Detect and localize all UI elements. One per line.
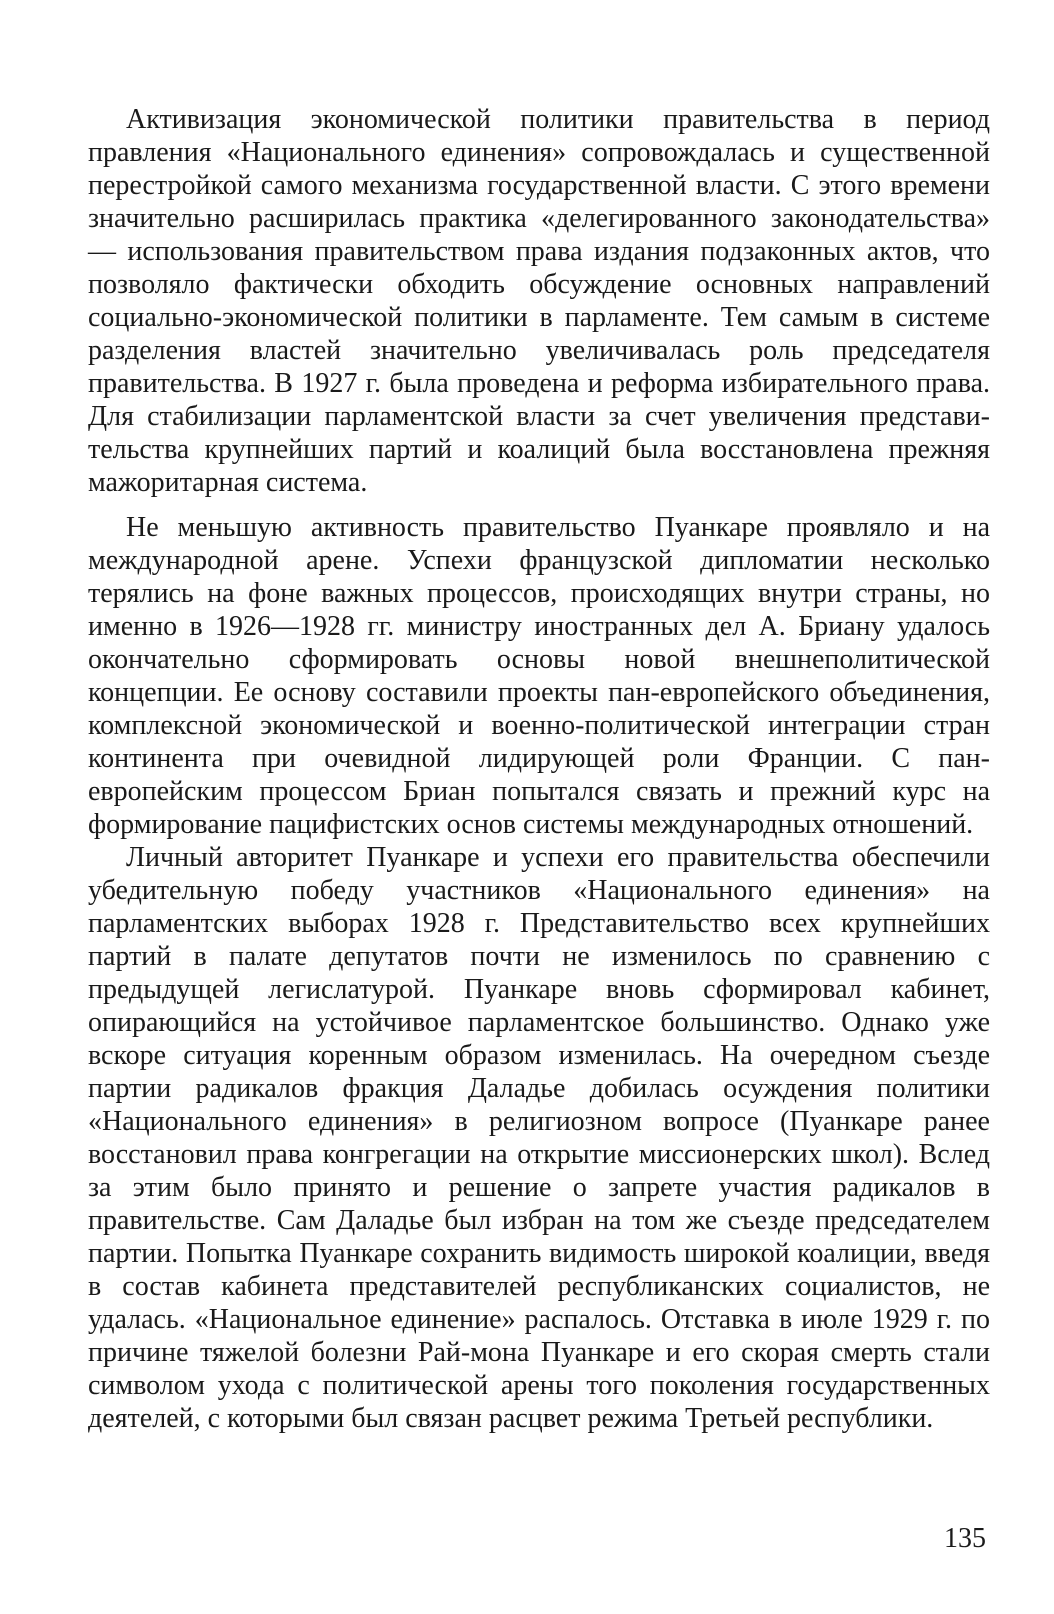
paragraph-1: Активизация экономической политики правительства в период правления «Национального единения» сопровождалась и существенной перестройкой самого механизма государственной власти. С этого времени значительно расширилась практика «делегированного законодательства» — использования правительством права издания подзаконных актов, что позволяло фактически обходить обсуждение основных направлений социально-экономической политики в парламенте. Тем самым в системе разделения властей значительно увеличивалась роль председателя правительства. В 1927 г. была проведена и реформа избирательного права. Для стабилизации парламентской власти за счет увеличения представительства крупнейших партий и коалиций была восстановлена прежняя мажоритарная система. [88, 104, 990, 498]
paragraph-3: Личный авторитет Пуанкаре и успехи его правительства обеспечили убедительную победу участников «Национального единения» на парламентских выборах 1928 г. Представительство всех крупнейших партий в палате депутатов почти не изменилось по сравнению с предыдущей легислатурой. Пуанкаре вновь сформировал кабинет, опирающийся на устойчивое парламентское большинство. Однако уже вскоре ситуация коренным образом изменилась. На очередном съезде партии радикалов фракция Даладье добилась осуждения политики «Национального единения» в религиозном вопросе (Пуанкаре ранее восстановил права конгрегации на открытие миссионерских школ). Вслед за этим было принято и решение о запрете участия радикалов в правительстве. Сам Даладье был избран на том же съезде председателем партии. Попытка Пуанкаре сохранить видимость широкой коалиции, введя в состав кабинета представителей республиканских социалистов, не удалась. «Национальное единение» распалось. Отставка в июле 1929 г. по причине тяжелой болезни Рай-мона Пуанкаре и его скорая смерть стали символом ухода с политической арены того поколения государственных деятелей, с которыми был связан расцвет режима Третьей республики. [88, 842, 990, 1434]
paragraph-2: Не меньшую активность правительство Пуанкаре проявляло и на международной арене. Успехи французской дипломатии несколько терялись на фоне важных процессов, происходящих внутри страны, но именно в 1926—1928 гг. министру иностранных дел А. Бриану удалось окончательно сформировать основы новой внешнеполитической концепции. Ее основу составили проекты пан-европейского объединения, комплексной экономической и военно-политической интеграции стран континента при очевидной лидирующей роли Франции. С пан-европейским процессом Бриан попытался связать и прежний курс на формирование пацифистских основ системы международных отношений. [88, 512, 990, 840]
page-number: 135 [944, 1523, 986, 1554]
body-text [88, 103, 990, 1435]
